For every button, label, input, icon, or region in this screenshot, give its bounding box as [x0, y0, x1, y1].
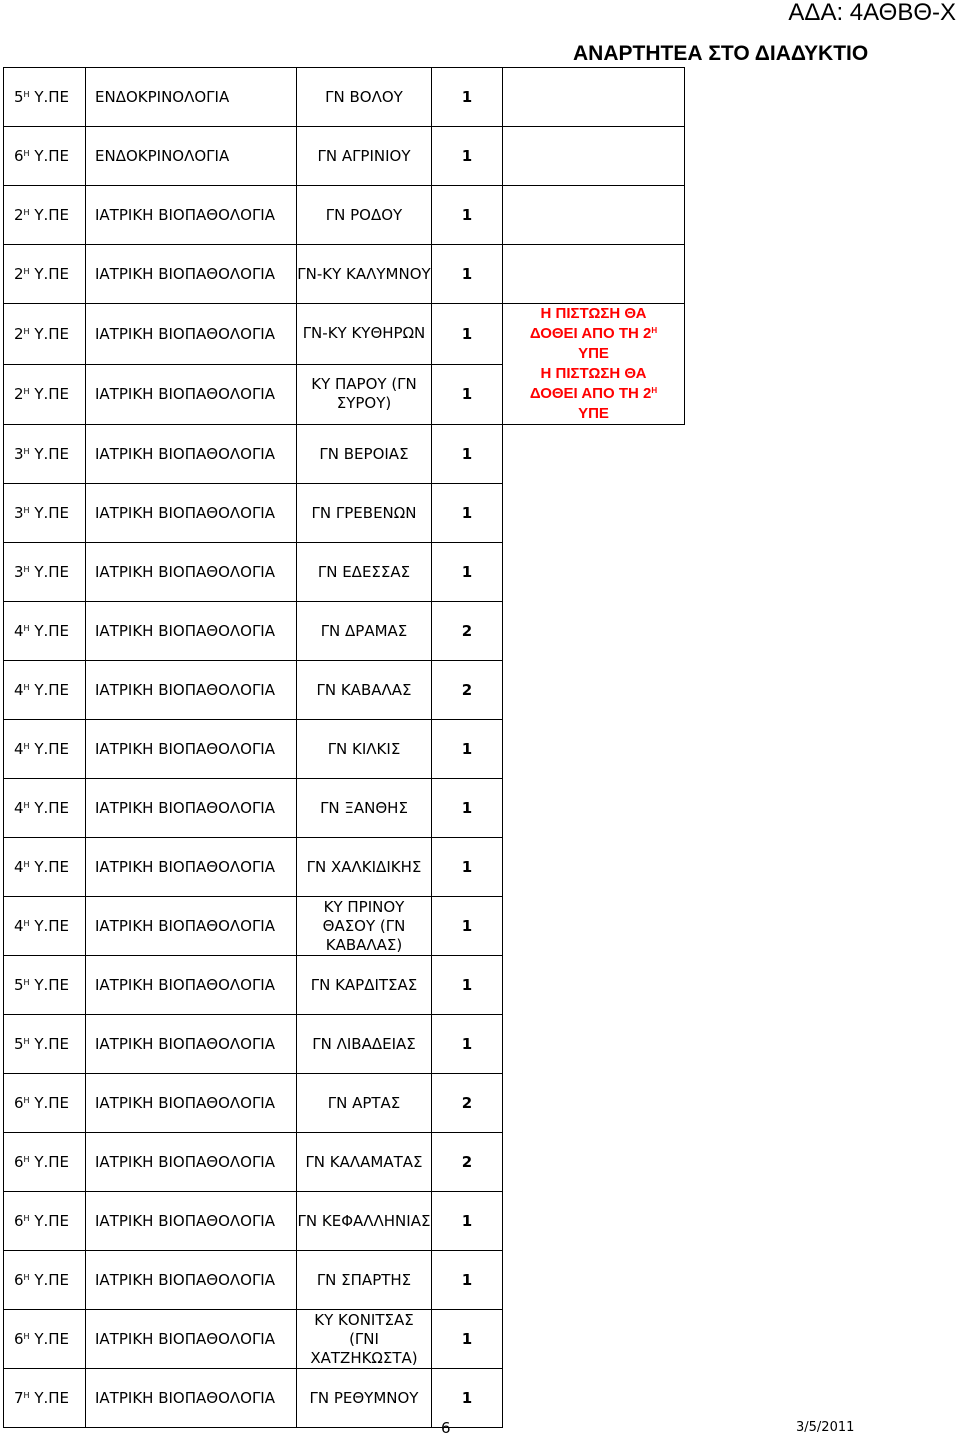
table-row [4, 720, 685, 779]
ype-number: 2 [14, 265, 24, 283]
funding-note-text: ΔΟΘΕΙ ΑΠΟ ΤΗ 2 [529, 385, 652, 402]
ype-superscript: Η [23, 801, 30, 810]
specialty-cell: ΙΑΤΡΙΚΗ ΒΙΟΠΑΘΟΛΟΓΙΑ [86, 956, 297, 1015]
funding-note-cell [503, 304, 685, 425]
positions-count-cell: 1 [432, 720, 503, 779]
specialty-cell: ΙΑΤΡΙΚΗ ΒΙΟΠΑΘΟΛΟΓΙΑ [86, 186, 297, 245]
ype-label: Υ.ΠΕ [29, 858, 70, 876]
table-row [4, 186, 685, 245]
positions-count-cell: 1 [432, 1369, 503, 1428]
ype-cell [4, 1074, 86, 1133]
ype-label: Υ.ΠΕ [29, 1389, 70, 1407]
ype-superscript: Η [23, 506, 30, 515]
specialty-cell: ΙΑΤΡΙΚΗ ΒΙΟΠΑΘΟΛΟΓΙΑ [86, 1192, 297, 1251]
table-row [4, 779, 685, 838]
note-cell-none [503, 1251, 685, 1310]
specialty-cell: ΙΑΤΡΙΚΗ ΒΙΟΠΑΘΟΛΟΓΙΑ [86, 897, 297, 956]
hospital-unit-cell: ΓΝ ΚΑΛΑΜΑΤΑΣ [297, 1133, 432, 1192]
ype-superscript: Η [23, 978, 30, 987]
ype-label: Υ.ΠΕ [29, 445, 70, 463]
ype-label: Υ.ΠΕ [29, 563, 70, 581]
ype-cell [4, 838, 86, 897]
ype-superscript: Η [23, 742, 30, 751]
ype-cell [4, 720, 86, 779]
table-row [4, 304, 685, 365]
ype-cell [4, 186, 86, 245]
ype-cell [4, 127, 86, 186]
ype-superscript: Η [23, 90, 30, 99]
ype-superscript: Η [23, 1096, 30, 1105]
ype-superscript: Η [23, 860, 30, 869]
ype-number: 2 [14, 385, 24, 404]
positions-count-cell: 1 [432, 1310, 503, 1369]
ype-label: Υ.ΠΕ [29, 1153, 70, 1171]
funding-note-line: Η ΠΙΣΤΩΣΗ ΘΑ [540, 365, 647, 382]
positions-count-cell: 2 [432, 661, 503, 720]
specialty-cell: ΙΑΤΡΙΚΗ ΒΙΟΠΑΘΟΛΟΓΙΑ [86, 779, 297, 838]
hospital-unit-cell: ΓΝ ΚΑΒΑΛΑΣ [297, 661, 432, 720]
positions-count-cell: 2 [432, 1074, 503, 1133]
ype-number: 5 [14, 88, 24, 106]
ype-number: 7 [14, 1389, 24, 1407]
positions-count-cell: 1 [432, 425, 503, 484]
ype-number: 6 [14, 1212, 24, 1230]
positions-count-cell: 1 [432, 779, 503, 838]
hospital-unit-cell: ΓΝ ΧΑΛΚΙΔΙΚΗΣ [297, 838, 432, 897]
ype-label: Υ.ΠΕ [29, 1035, 70, 1053]
ype-number: 2 [14, 206, 24, 224]
ype-number: 2 [14, 324, 24, 343]
page-number: 6 [441, 1419, 451, 1437]
ype-cell [4, 956, 86, 1015]
positions-count-cell: 1 [432, 838, 503, 897]
ype-cell [4, 364, 86, 425]
note-cell-none [503, 838, 685, 897]
ype-cell [4, 484, 86, 543]
ype-superscript: Η [23, 1391, 30, 1400]
funding-note-text: ΔΟΘΕΙ ΑΠΟ ΤΗ 2 [529, 325, 652, 342]
positions-count-cell: 1 [432, 127, 503, 186]
note-cell-none [503, 602, 685, 661]
ype-cell [4, 779, 86, 838]
ype-cell [4, 1369, 86, 1428]
ype-number: 4 [14, 681, 24, 699]
hospital-unit-cell: ΓΝ ΑΓΡΙΝΙΟΥ [297, 127, 432, 186]
ype-superscript: Η [23, 1155, 30, 1164]
funding-note-line: Η ΠΙΣΤΩΣΗ ΘΑ [540, 305, 647, 322]
positions-count-cell: 1 [432, 68, 503, 127]
ype-label: Υ.ΠΕ [29, 324, 70, 343]
ype-label: Υ.ΠΕ [29, 799, 70, 817]
hospital-unit-cell: ΓΝ ΚΙΛΚΙΣ [297, 720, 432, 779]
ype-label: Υ.ΠΕ [29, 147, 70, 165]
ype-label: Υ.ΠΕ [29, 622, 70, 640]
ype-label: Υ.ΠΕ [29, 206, 70, 224]
specialty-cell: ΙΑΤΡΙΚΗ ΒΙΟΠΑΘΟΛΟΓΙΑ [86, 720, 297, 779]
hospital-unit-cell: ΓΝ ΒΟΛΟΥ [297, 68, 432, 127]
ype-label: Υ.ΠΕ [29, 1212, 70, 1230]
funding-note-line: ΥΠΕ [578, 345, 609, 362]
ype-number: 3 [14, 504, 24, 522]
table-row [4, 1310, 685, 1369]
ype-cell [4, 304, 86, 365]
hospital-unit-cell: ΓΝ ΑΡΤΑΣ [297, 1074, 432, 1133]
ype-label: Υ.ΠΕ [29, 1094, 70, 1112]
note-cell-none [503, 779, 685, 838]
note-cell-empty [503, 68, 685, 127]
ype-number: 6 [14, 1271, 24, 1289]
positions-count-cell: 1 [432, 956, 503, 1015]
note-cell-none [503, 661, 685, 720]
ype-superscript: Η [23, 267, 30, 276]
ype-cell [4, 1133, 86, 1192]
table-row [4, 1015, 685, 1074]
ype-superscript: Η [23, 1037, 30, 1046]
specialty-cell: ΙΑΤΡΙΚΗ ΒΙΟΠΑΘΟΛΟΓΙΑ [86, 1133, 297, 1192]
ype-superscript: Η [23, 447, 30, 456]
specialty-cell: ΙΑΤΡΙΚΗ ΒΙΟΠΑΘΟΛΟΓΙΑ [86, 304, 297, 365]
ype-superscript: Η [23, 565, 30, 574]
ype-label: Υ.ΠΕ [29, 265, 70, 283]
positions-count-cell: 1 [432, 1251, 503, 1310]
ype-cell [4, 1015, 86, 1074]
ype-number: 5 [14, 1035, 24, 1053]
positions-count-cell: 1 [432, 245, 503, 304]
ype-superscript: Η [23, 1214, 30, 1223]
ype-cell [4, 602, 86, 661]
ype-superscript: Η [23, 1332, 30, 1341]
positions-count-cell: 1 [432, 897, 503, 956]
specialty-cell: ΕΝΔΟΚΡΙΝΟΛΟΓΙΑ [86, 68, 297, 127]
ype-superscript: Η [23, 919, 30, 928]
ype-cell [4, 1310, 86, 1369]
hospital-unit-cell: ΓΝ-ΚΥ ΚΥΘΗΡΩΝ [297, 304, 432, 365]
specialty-cell: ΕΝΔΟΚΡΙΝΟΛΟΓΙΑ [86, 127, 297, 186]
table-row [4, 838, 685, 897]
positions-count-cell: 1 [432, 1192, 503, 1251]
table-row [4, 1074, 685, 1133]
ype-superscript: Η [23, 1273, 30, 1282]
note-cell-none [503, 1015, 685, 1074]
positions-count-cell: 1 [432, 304, 503, 365]
table-row [4, 68, 685, 127]
hospital-unit-cell: ΚΥ ΚΟΝΙΤΣΑΣ (ΓΝΙ ΧΑΤΖΗΚΩΣΤΑ) [297, 1310, 432, 1369]
note-cell-none [503, 720, 685, 779]
specialty-cell: ΙΑΤΡΙΚΗ ΒΙΟΠΑΘΟΛΟΓΙΑ [86, 245, 297, 304]
ype-label: Υ.ΠΕ [29, 504, 70, 522]
specialty-cell: ΙΑΤΡΙΚΗ ΒΙΟΠΑΘΟΛΟΓΙΑ [86, 1074, 297, 1133]
hospital-unit-cell: ΓΝ ΞΑΝΘΗΣ [297, 779, 432, 838]
table-row [4, 956, 685, 1015]
table-row [4, 543, 685, 602]
table-row [4, 1369, 685, 1428]
note-cell-none [503, 1074, 685, 1133]
ype-superscript: Η [23, 683, 30, 692]
ype-label: Υ.ΠΕ [29, 88, 70, 106]
ype-cell [4, 68, 86, 127]
funding-note-superscript: Η [651, 386, 658, 395]
table-row [4, 1251, 685, 1310]
specialty-cell: ΙΑΤΡΙΚΗ ΒΙΟΠΑΘΟΛΟΓΙΑ [86, 543, 297, 602]
ype-cell [4, 543, 86, 602]
ype-number: 4 [14, 622, 24, 640]
positions-table [3, 67, 685, 1428]
ype-number: 3 [14, 445, 24, 463]
specialty-cell: ΙΑΤΡΙΚΗ ΒΙΟΠΑΘΟΛΟΓΙΑ [86, 661, 297, 720]
table-row [4, 1133, 685, 1192]
posted-online-heading: ΑΝΑΡΤΗΤΕΑ ΣΤΟ ΔΙΑΔΥΚΤΙΟ [573, 42, 869, 65]
footer-date: 3/5/2011 [796, 1420, 855, 1435]
specialty-cell: ΙΑΤΡΙΚΗ ΒΙΟΠΑΘΟΛΟΓΙΑ [86, 838, 297, 897]
specialty-cell: ΙΑΤΡΙΚΗ ΒΙΟΠΑΘΟΛΟΓΙΑ [86, 602, 297, 661]
ype-superscript: Η [23, 208, 30, 217]
specialty-cell: ΙΑΤΡΙΚΗ ΒΙΟΠΑΘΟΛΟΓΙΑ [86, 1015, 297, 1074]
table-row [4, 484, 685, 543]
ype-label: Υ.ΠΕ [29, 740, 70, 758]
note-cell-none [503, 543, 685, 602]
positions-count-cell: 1 [432, 543, 503, 602]
note-cell-empty [503, 127, 685, 186]
ype-cell [4, 897, 86, 956]
ype-label: Υ.ΠΕ [29, 385, 70, 404]
ype-number: 3 [14, 563, 24, 581]
ype-superscript: Η [23, 387, 30, 397]
ype-number: 6 [14, 1094, 24, 1112]
ype-label: Υ.ΠΕ [29, 917, 70, 935]
positions-count-cell: 2 [432, 1133, 503, 1192]
ype-cell [4, 245, 86, 304]
ype-superscript: Η [23, 624, 30, 633]
ype-number: 4 [14, 799, 24, 817]
specialty-cell: ΙΑΤΡΙΚΗ ΒΙΟΠΑΘΟΛΟΓΙΑ [86, 1251, 297, 1310]
ype-cell [4, 1251, 86, 1310]
table-row [4, 897, 685, 956]
note-cell-empty [503, 186, 685, 245]
note-cell-none [503, 1192, 685, 1251]
table-row [4, 661, 685, 720]
table-row [4, 602, 685, 661]
hospital-unit-cell: ΚΥ ΠΑΡΟΥ (ΓΝ ΣΥΡΟΥ) [297, 364, 432, 425]
ype-label: Υ.ΠΕ [29, 681, 70, 699]
positions-count-cell: 2 [432, 602, 503, 661]
ype-cell [4, 425, 86, 484]
ype-cell [4, 1192, 86, 1251]
specialty-cell: ΙΑΤΡΙΚΗ ΒΙΟΠΑΘΟΛΟΓΙΑ [86, 364, 297, 425]
hospital-unit-cell: ΓΝ ΔΡΑΜΑΣ [297, 602, 432, 661]
ype-number: 4 [14, 740, 24, 758]
ype-number: 6 [14, 1153, 24, 1171]
positions-count-cell: 1 [432, 1015, 503, 1074]
hospital-unit-cell: ΓΝ ΒΕΡΟΙΑΣ [297, 425, 432, 484]
ada-code: ΑΔΑ: 4ΑΘΒΘ-Χ [788, 0, 956, 26]
ype-number: 5 [14, 976, 24, 994]
funding-note-line [503, 384, 684, 404]
ype-number: 4 [14, 917, 24, 935]
positions-count-cell: 1 [432, 364, 503, 425]
funding-note-line [503, 324, 684, 344]
ype-superscript: Η [23, 326, 30, 336]
table-row [4, 127, 685, 186]
funding-note-superscript: Η [651, 326, 658, 335]
note-cell-none [503, 484, 685, 543]
hospital-unit-cell: ΓΝ ΚΑΡΔΙΤΣΑΣ [297, 956, 432, 1015]
table-row [4, 425, 685, 484]
hospital-unit-cell: ΓΝ-ΚΥ ΚΑΛΥΜΝΟΥ [297, 245, 432, 304]
hospital-unit-cell: ΓΝ ΡΟΔΟΥ [297, 186, 432, 245]
table-row [4, 245, 685, 304]
note-cell-none [503, 1133, 685, 1192]
specialty-cell: ΙΑΤΡΙΚΗ ΒΙΟΠΑΘΟΛΟΓΙΑ [86, 425, 297, 484]
note-cell-none [503, 956, 685, 1015]
ype-number: 4 [14, 858, 24, 876]
hospital-unit-cell: ΓΝ ΓΡΕΒΕΝΩΝ [297, 484, 432, 543]
hospital-unit-cell: ΓΝ ΚΕΦΑΛΛΗΝΙΑΣ [297, 1192, 432, 1251]
table-row [4, 1192, 685, 1251]
specialty-cell: ΙΑΤΡΙΚΗ ΒΙΟΠΑΘΟΛΟΓΙΑ [86, 1310, 297, 1369]
ype-label: Υ.ΠΕ [29, 976, 70, 994]
ype-number: 6 [14, 147, 24, 165]
ype-number: 6 [14, 1330, 24, 1348]
ype-superscript: Η [23, 149, 30, 158]
ype-cell [4, 661, 86, 720]
positions-count-cell: 1 [432, 484, 503, 543]
note-cell-empty [503, 245, 685, 304]
note-cell-none [503, 425, 685, 484]
specialty-cell: ΙΑΤΡΙΚΗ ΒΙΟΠΑΘΟΛΟΓΙΑ [86, 1369, 297, 1428]
ype-label: Υ.ΠΕ [29, 1271, 70, 1289]
specialty-cell: ΙΑΤΡΙΚΗ ΒΙΟΠΑΘΟΛΟΓΙΑ [86, 484, 297, 543]
note-cell-none [503, 1310, 685, 1369]
hospital-unit-cell: ΓΝ ΛΙΒΑΔΕΙΑΣ [297, 1015, 432, 1074]
note-cell-none [503, 1369, 685, 1428]
hospital-unit-cell: ΓΝ ΣΠΑΡΤΗΣ [297, 1251, 432, 1310]
positions-count-cell: 1 [432, 186, 503, 245]
hospital-unit-cell: ΓΝ ΡΕΘΥΜΝΟΥ [297, 1369, 432, 1428]
positions-table-body [4, 68, 685, 1428]
hospital-unit-cell: ΚΥ ΠΡΙΝΟΥ ΘΑΣΟΥ (ΓΝ ΚΑΒΑΛΑΣ) [297, 897, 432, 956]
funding-note-line: ΥΠΕ [578, 405, 609, 422]
note-cell-none [503, 897, 685, 956]
ype-label: Υ.ΠΕ [29, 1330, 70, 1348]
hospital-unit-cell: ΓΝ ΕΔΕΣΣΑΣ [297, 543, 432, 602]
